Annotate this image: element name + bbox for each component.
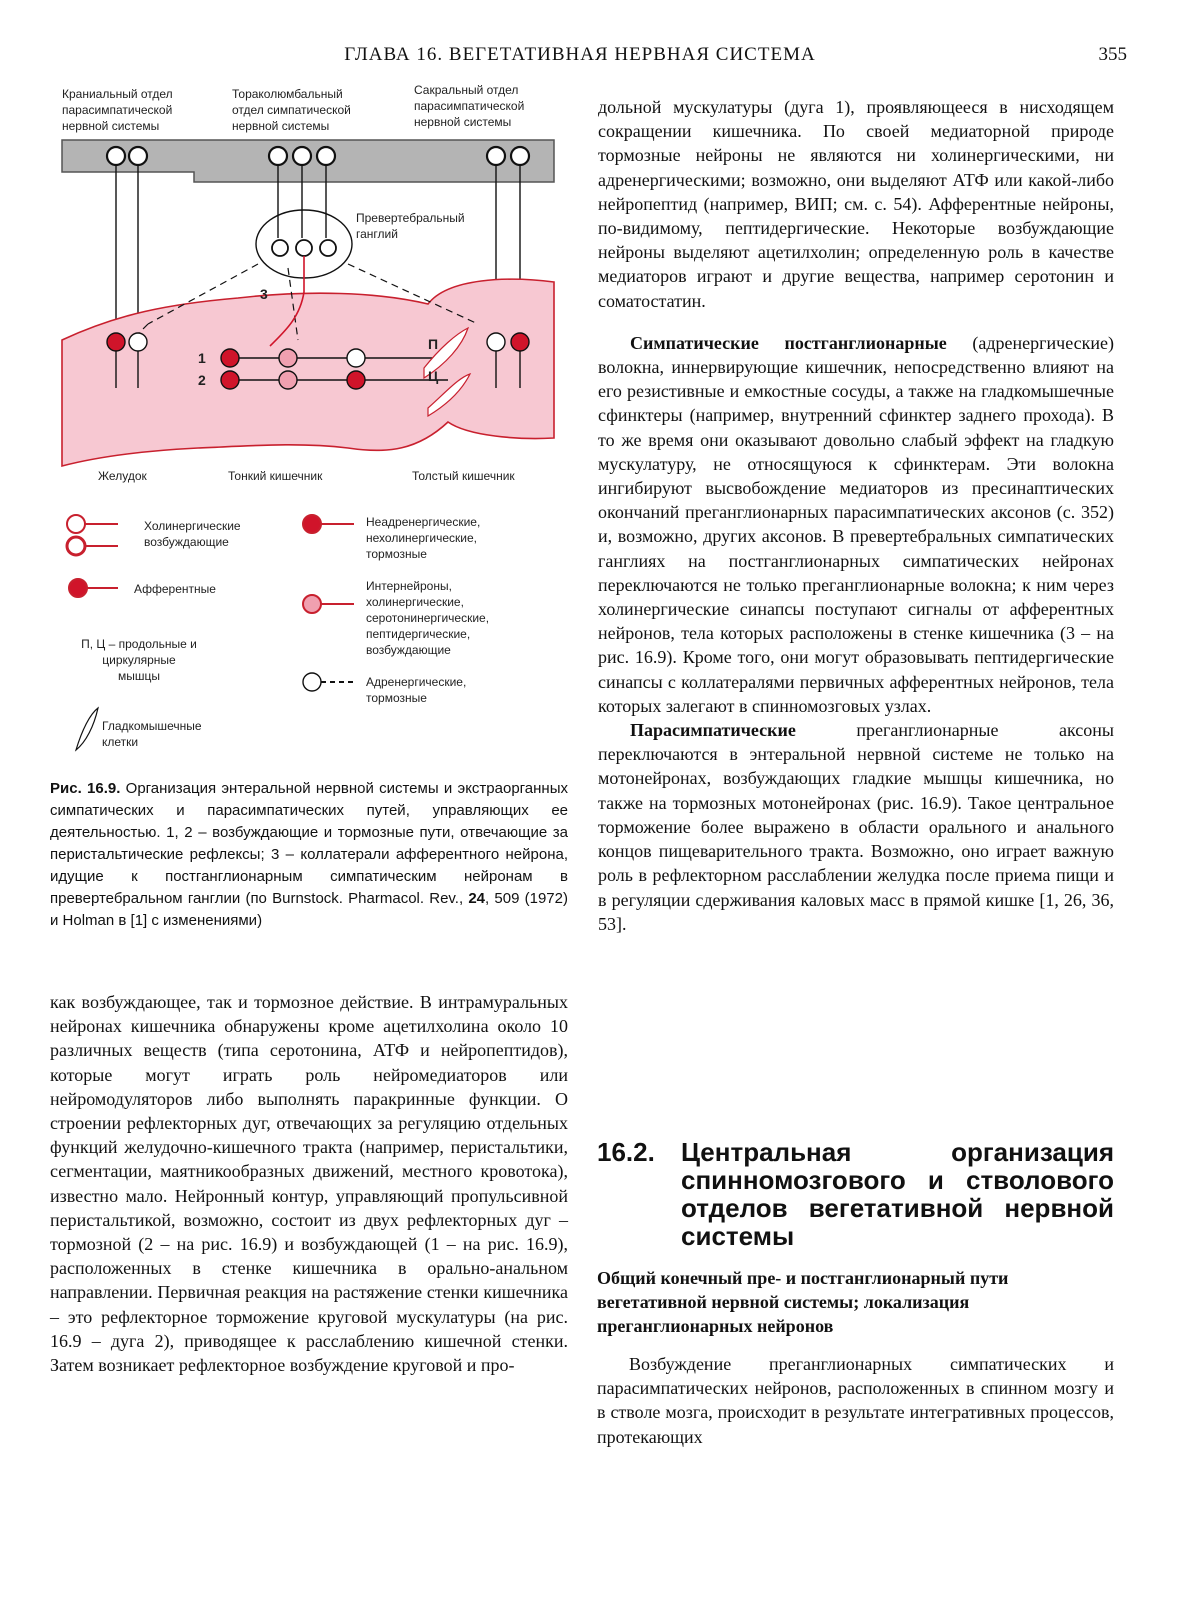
label-thoracolumbar-line: Тораколюмбальный [232,87,343,101]
paragraph-body: преганглионарные аксоны переключаются в энтеральной нервной системе не только на мотонейронах, возбуждающих гладкие мышцы кишечника, но также на тормозных мотонейронах (рис. 16.9). Такое центральное торможение более выражено в области орального и анального концов пищеварительного тракта. Возможно, оно играет важную роль в рефлекторном расслаблении желудка после приема пищи и в регуляции сдерживания каловых масс в прямой кишке [1, 26, 36, 53]. [598,720,1114,934]
right-paragraph-2 [598,331,1114,718]
caption-volume: 24 [468,890,486,907]
legend-line: мышцы [118,669,160,683]
cord-neuron-thoracic-3 [317,147,335,165]
right-column [598,95,1114,936]
legend-line: Холинергические [144,519,241,533]
legend-line: клетки [102,735,139,749]
label-thoracolumbar-line: отдел симпатической [232,103,351,117]
running-head-title: ГЛАВА 16. ВЕГЕТАТИВНАЯ НЕРВНАЯ СИСТЕМА [344,44,816,65]
label-muscle-l: П [428,336,439,352]
label-cranial-line: нервной системы [62,119,160,133]
legend-muscles-note [64,636,214,684]
label-muscle-c: Ц [428,368,439,384]
left-paragraph: как возбуждающее, так и тормозное действие. В интрамуральных нейронах кишечника обнаружены кроме ацетилхолина около 10 различных веществ (типа серотонина, АТФ и нейропептидов), которые могут играть роль нейромедиаторов или нейромодуляторов либо выполнять паракринные функции. О строении рефлекторных дуг, отвечающих за регуляцию отдельных функций желудочно-кишечного тракта (например, перистальтики, сегментации, маятникообразных движений, местного кровотока), известно мало. Нейронный контур, управляющий пропульсивной перистальтикой, возможно, состоит из двух рефлекторных дуг – тормозной (2 – на рис. 16.9) и возбуждающей (1 – на рис. 16.9), расположенных в стенке кишечника в орально-анальном направлении. Первичная реакция на растяжение стенки кишечника – это рефлекторное торможение круговой мускулатуры (на рис. 16.9 – дуга 2), приводящее к расслаблению кишечной стенки. Затем возникает рефлекторное возбуждение круговой и про- [50,992,568,1376]
label-large-intestine: Толстый кишечник [412,469,515,483]
legend-line: тормозные [366,691,427,705]
legend-interneurons [366,578,489,658]
legend-smooth-cells [102,718,202,750]
paragraph-lead: Парасимпатические [630,720,796,741]
caption-label: Рис. 16.9. [50,780,121,797]
bottom-paragraph: Возбуждение преганглионарных симпатических и парасимпатических нейронов, расположенных в спинном мозгу и в стволе мозга, происходит в результате интегративных процессов, протекающих [597,1354,1114,1447]
label-ganglion [356,210,465,242]
running-head [0,44,1190,74]
cord-neuron-sacral-1 [487,147,505,165]
cord-neuron-thoracic-1 [269,147,287,165]
right-paragraph-1: дольной мускулатуры (дуга 1), проявляющееся в нисходящем сокращении кишечника. По своей медиаторной природе тормозные нейроны не являются ни холинергическими, ни адренергическими; возможно, они выделяют АТФ или какой-либо нейропептид (например, ВИП; см. с. 54). Афферентные нейроны, по-видимому, пептидергические. Некоторые возбуждающие нейроны выделяют ацетилхолин; определенную роль в качестве медиаторов играют и другие вещества, например серотонин и соматостатин. [598,97,1114,311]
label-path-2: 2 [198,372,206,388]
legend-non-adrenergic [366,514,480,562]
legend-line: пептидергические, [366,627,471,641]
legend-symbols [67,515,354,750]
label-ganglion-line: Превертебральный [356,211,465,225]
figure-16-9 [48,78,588,778]
label-path-1: 1 [198,350,206,366]
label-cranial-line: Краниальный отдел [62,87,173,101]
legend-line: циркулярные [102,653,176,667]
section-title: Центральная организация спинномозгового и стволового отделов вегетативной нервной системы [681,1137,1114,1251]
legend-line: Гладкомышечные [102,719,202,733]
legend-line: Интернейроны, [366,579,452,593]
section-number: 16.2. [597,1137,655,1167]
caption-text: Организация энтеральной нервной системы и экстраорганных симпатических и парасимпатических путей, управляющих ее деятельностью. 1, 2 – возбуждающие и тормозные пути, отвечающие за перистальтические рефлексы; 3 – коллатерали афферентного нейрона, идущие к постганглионарным симпатическим нейронам в превертебральном ганглии (по Burnstock. Pharmacol. Rev., [50,780,568,907]
legend-line: возбуждающие [144,535,229,549]
legend-line: холинергические, [366,595,464,609]
legend-line: Неадренергические, [366,515,481,529]
label-cranial-line: парасимпатической [62,103,173,117]
label-path-3: 3 [260,286,268,302]
legend-afferent: Афферентные [134,582,216,596]
legend-line: серотонинергические, [366,611,490,625]
cord-neuron-cranial-1 [107,147,125,165]
gut-wall [62,279,554,466]
label-thoracolumbar-line: нервной системы [232,119,330,133]
cord-neuron-sacral-2 [511,147,529,165]
figure-caption [50,778,568,932]
paragraph-body: (адренергические) волокна, иннервирующие кишечник, непосредственно влияют на его резистивные и емкостные сосуды, а также на гладкомышечные сфинктеры (например, внутренний сфинктер заднего прохода). В то же время они оказывают довольно слабый эффект на гладкую мускулатуру, не относящуюся к сфинктерам. Эти волокна ингибируют высвобождение медиаторов из пресинаптических окончаний преганглионарных парасимпатических аксонов (с. 352) и, возможно, других аксонов. В превертебральных симпатических ганглиях на постганглионарных симпатических нейронах переключаются не только преганглионарные волокна; к ним через холинергические синапсы поступают сигналы от афферентных нейронов, тела которых расположены в стенке кишечника (3 – на рис. 16.9). Кроме того, они могут образовывать пептидергические синапсы с коллатералями первичных афферентных нейронов, тела которых залегают в спинномозговых узлах. [598,332,1114,716]
legend-line: возбуждающие [366,643,451,657]
legend-cholinergic [144,518,241,550]
legend-line: нехолинергические, [366,531,477,545]
legend-line: тормозные [366,547,427,561]
ganglion-neuron [296,240,312,256]
label-sacral-line: нервной системы [414,115,512,129]
legend-line: Адренергические, [366,675,467,689]
legend-adrenergic [366,674,466,706]
paragraph-lead: Симпатические постганглионарные [630,332,947,353]
label-small-intestine: Тонкий кишечник [228,469,323,483]
right-paragraph-3 [598,718,1114,936]
cord-neuron-cranial-2 [129,147,147,165]
subheading: Общий конечный пре- и постганглионарный пути вегетативной нервной системы; локализация преганглионарных нейронов [597,1268,1009,1336]
ganglion-neuron [320,240,336,256]
ganglion-neuron [272,240,288,256]
legend-line: П, Ц – продольные и [81,637,197,651]
caption-text-end: , 509 (1972) и Holman в [1] с изменениями) [50,890,568,929]
label-sacral-line: Сакральный отдел [414,83,519,97]
ganglion-neurons [272,240,336,256]
label-sacral-line: парасимпатической [414,99,525,113]
page-number: 355 [1098,44,1127,65]
label-ganglion-line: ганглий [356,227,398,241]
left-column [50,990,568,1377]
cord-neuron-thoracic-2 [293,147,311,165]
label-stomach: Желудок [98,469,147,483]
